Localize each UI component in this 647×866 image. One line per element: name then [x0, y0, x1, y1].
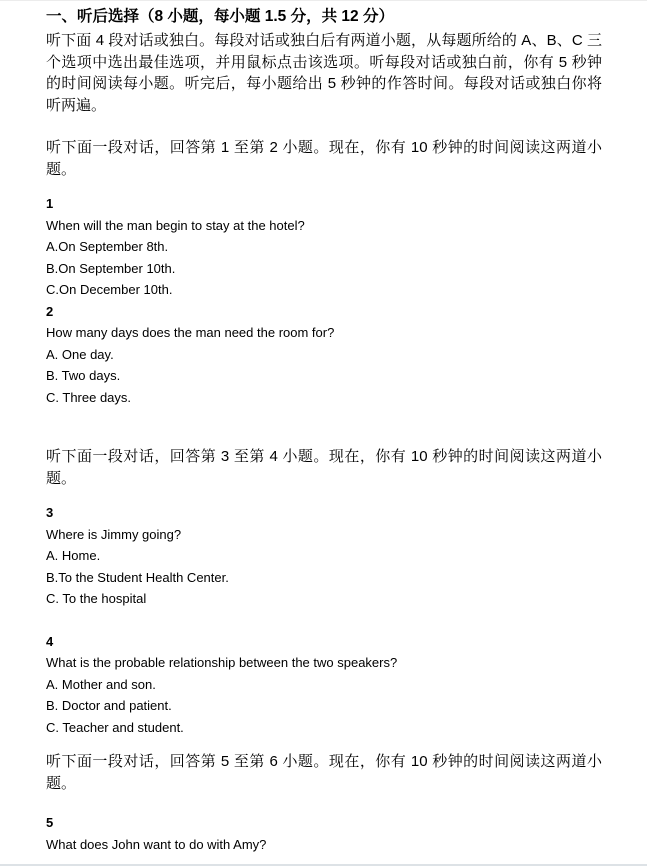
- option-c[interactable]: C. To the hospital: [46, 591, 147, 606]
- question-3: [46, 502, 602, 610]
- option-c[interactable]: C.On December 10th.: [46, 282, 173, 297]
- question-text: What does John want to do with Amy?: [46, 836, 267, 852]
- exam-instructions: 听下面 4 段对话或独白。每段对话或独白后有两道小题，从每题所给的 A、B、C 三个选项中选出最佳选项，并用鼠标点击该选项。听每段对话或独白前，你有 5 秒钟的时间阅读每小题。听完后，每小题给出 5 秒钟的作答时间。每段对话或独白你将听两遍。: [46, 32, 602, 114]
- question-number: 5: [46, 815, 54, 830]
- option-b[interactable]: B. Two days.: [46, 368, 121, 383]
- question-text: What is the probable relationship between the two speakers?: [46, 655, 398, 670]
- section-intro: 听下面一段对话，回答第 1 至第 2 小题。现在，你有 10 秒钟的时间阅读这两道小题。: [46, 139, 602, 178]
- section-intro: 听下面一段对话，回答第 3 至第 4 小题。现在，你有 10 秒钟的时间阅读这两道小题。: [46, 448, 602, 487]
- listening-section-2: [46, 446, 602, 738]
- option-a[interactable]: A. Home.: [46, 548, 101, 563]
- section-intro: 听下面一段对话，回答第 5 至第 6 小题。现在，你有 10 秒钟的时间阅读这两道小题。: [46, 753, 602, 792]
- listening-section-3: [46, 751, 602, 855]
- question-number: 4: [46, 633, 54, 649]
- option-a[interactable]: A. One day.: [46, 346, 114, 362]
- question-text: Where is Jimmy going?: [46, 526, 182, 542]
- question-number: 2: [46, 303, 54, 319]
- option-b[interactable]: B.To the Student Health Center.: [46, 569, 229, 585]
- question-number: 1: [46, 196, 54, 211]
- option-c[interactable]: C. Three days.: [46, 389, 132, 405]
- page-title: 一、听后选择（8 小题，每小题 1.5 分，共 12 分）: [46, 8, 394, 25]
- listening-section-1: [46, 137, 602, 408]
- option-b[interactable]: B.On September 10th.: [46, 260, 176, 276]
- option-b[interactable]: B. Doctor and patient.: [46, 698, 172, 713]
- option-a[interactable]: A. Mother and son.: [46, 676, 156, 692]
- question-text: When will the man begin to stay at the hotel?: [46, 217, 305, 233]
- question-text: How many days does the man need the room for?: [46, 325, 335, 340]
- option-a[interactable]: A.On September 8th.: [46, 239, 169, 254]
- question-number: 3: [46, 505, 54, 520]
- question-4: [46, 631, 602, 739]
- top-edge-divider: [0, 0, 647, 1]
- question-1: [46, 193, 602, 301]
- question-2: [46, 301, 602, 409]
- option-c[interactable]: C. Teacher and student.: [46, 719, 184, 735]
- question-5: [46, 812, 602, 855]
